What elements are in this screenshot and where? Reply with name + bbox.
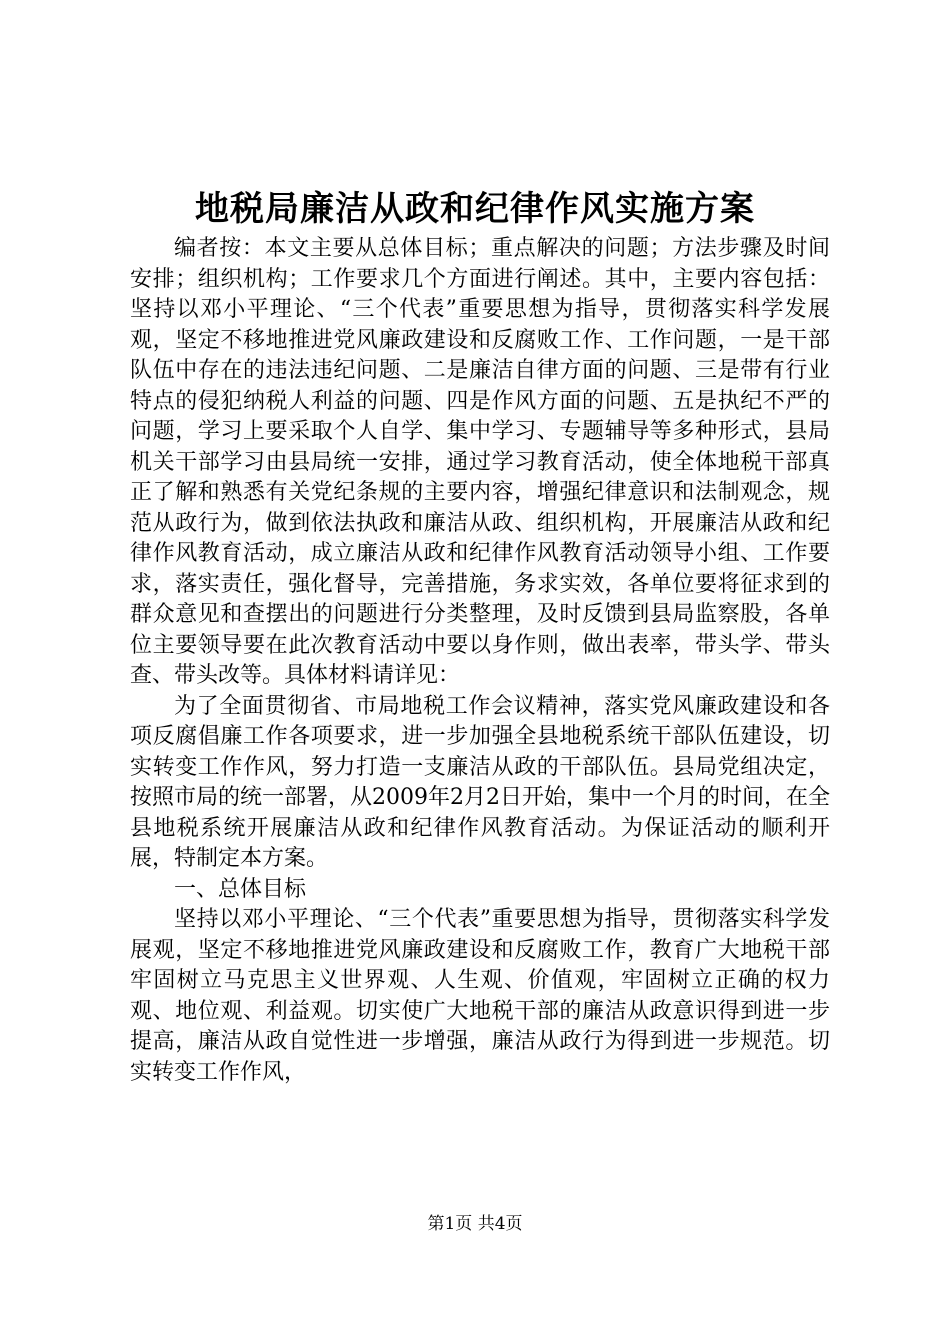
- page-number: 第1页 共4页: [427, 1214, 523, 1234]
- document-title: 地税局廉洁从政和纪律作风实施方案: [195, 189, 755, 229]
- goals-paragraph: 坚持以邓小平理论、“三个代表”重要思想为指导，贯彻落实科学发展观，坚定不移地推进党风廉政建设和反腐败工作，教育广大地税干部牢固树立马克思主义世界观、人生观、价值观，牢固树立正确的权力观、地位观、利益观。切实使广大地税干部的廉洁从政意识得到进一步提高，廉洁从政自觉性进一步增强，廉洁从政行为得到进一步规范。切实转变工作作风，: [130, 907, 830, 1085]
- section-heading-goals: 一、总体目标: [174, 876, 307, 902]
- intro-paragraph: 为了全面贯彻省、市局地税工作会议精神，落实党风廉政建设和各项反腐倡廉工作各项要求，进一步加强全县地税系统干部队伍建设，切实转变工作作风，努力打造一支廉洁从政的干部队伍。县局党组决定，按照市局的统一部署，从2009年2月2日开始，集中一个月的时间，在全县地税系统开展廉洁从政和纪律作风教育活动。为保证活动的顺利开展，特制定本方案。: [130, 693, 830, 871]
- editor-note-paragraph: 编者按：本文主要从总体目标；重点解决的问题；方法步骤及时间安排；组织机构；工作要求几个方面进行阐述。其中，主要内容包括：坚持以邓小平理论、“三个代表”重要思想为指导，贯彻落实科学发展观，坚定不移地推进党风廉政建设和反腐败工作、工作问题，一是干部队伍中存在的违法违纪问题、二是廉洁自律方面的问题、三是带有行业特点的侵犯纳税人利益的问题、四是作风方面的问题、五是执纪不严的问题，学习上要采取个人自学、集中学习、专题辅导等多种形式，县局机关干部学习由县局统一安排，通过学习教育活动，使全体地税干部真正了解和熟悉有关党纪条规的主要内容，增强纪律意识和法制观念，规范从政行为，做到依法执政和廉洁从政、组织机构，开展廉洁从政和纪律作风教育活动，成立廉洁从政和纪律作风教育活动领导小组、工作要求，落实责任，强化督导，完善措施，务求实效，各单位要将征求到的群众意见和查摆出的问题进行分类整理，及时反馈到县局监察股，各单位主要领导要在此次教育活动中要以身作则，做出表率，带头学、带头查、带头改等。具体材料请详见：: [130, 236, 830, 688]
- document-body: [130, 234, 830, 1088]
